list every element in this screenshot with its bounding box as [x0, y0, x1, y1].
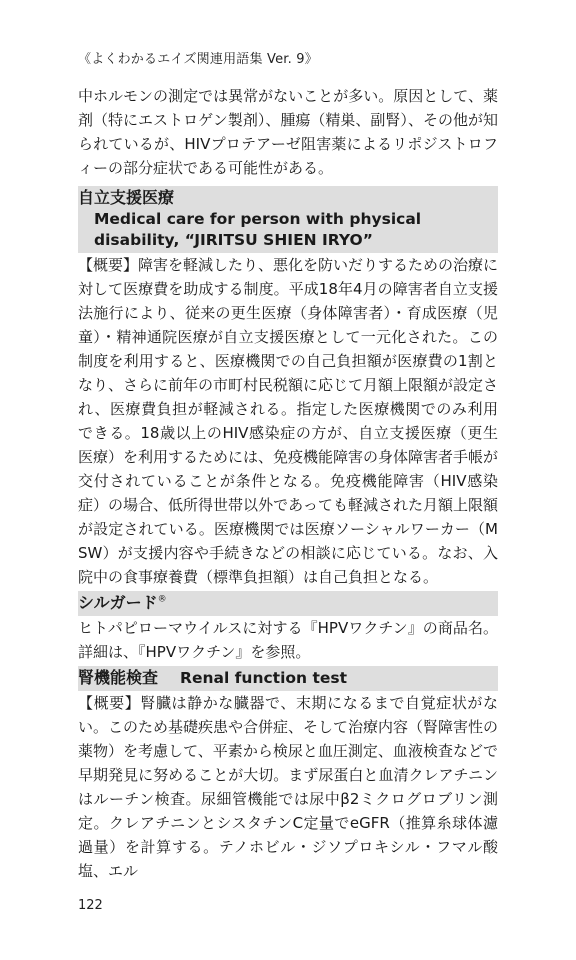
entry-title: 自立支援医療	[78, 188, 175, 207]
entry-heading-silgard	[78, 591, 498, 616]
entry-heading-renal-function-test	[78, 666, 498, 691]
entry-body: 【概要】腎臓は静かな臓器で、末期になるまで自覚症状がない。このため基礎疾患や合併症、そして治療内容（腎障害性の薬物）を考慮して、平素から検尿と血圧測定、血液検査などで早期発見に努めることが大切。まず尿蛋白と血清クレアチニンはルーチン検査。尿細管機能では尿中β2ミクログロブリン測定。クレアチニンとシスタチンC定量でeGFR（推算糸球体濾過量）を計算する。テノホビル・ジソプロキシル・フマル酸塩、エル	[78, 694, 499, 880]
entry-body: ヒトパピローマウイルスに対する『HPVワクチン』の商品名。詳細は、『HPVワクチン』を参照。	[78, 619, 498, 661]
entry-title: シルガード	[78, 593, 158, 612]
entry-heading-jiritsu-shien-iryo	[78, 186, 498, 253]
entry-body: 【概要】障害を軽減したり、悪化を防いだりするための治療に対して医療費を助成する制度。平成18年4月の障害者自立支援法施行により、従来の更生医療（身体障害者）・育成医療（児童）・精神通院医療が自立支援医療として一元化された。この制度を利用すると、医療機関での自己負担額が医療費の1割となり、さらに前年の市町村民税額に応じて月額上限額が設定され、医療費負担が軽減される。指定した医療機関でのみ利用できる。18歳以上のHIV感染症の方が、自立支援医療（更生医療）を利用するためには、免疫機能障害の身体障害者手帳が交付されていることが条件となる。免疫機能障害（HIV感染症）の場合、低所得世帯以外であっても軽減された月額上限額が設定されている。医療機関では医療ソーシャルワーカー（MSW）が支援内容や手続きなどの相談に応じている。なお、入院中の食事療養費（標準負担額）は自己負担となる。	[78, 256, 499, 586]
page-content	[78, 84, 498, 883]
registered-mark: ®	[157, 594, 167, 605]
entry-english-title: Medical care for person with physical disability, “JIRITSU SHIEN IRYO”	[94, 210, 422, 249]
running-header: 《よくわかるエイズ関連用語集 Ver. 9》	[78, 52, 318, 67]
entry-title: 腎機能検査	[78, 668, 159, 687]
page-number: 122	[78, 898, 103, 913]
intro-paragraph: 中ホルモンの測定では異常がないことが多い。原因として、薬剤（特にエストロゲン製剤）、腫瘍（精巣、副腎）、その他が知られているが、HIVプロテアーゼ阻害薬によるリポジストロフィーの部分症状である可能性がある。	[78, 87, 498, 177]
entry-english-title: Renal function test	[180, 669, 348, 687]
